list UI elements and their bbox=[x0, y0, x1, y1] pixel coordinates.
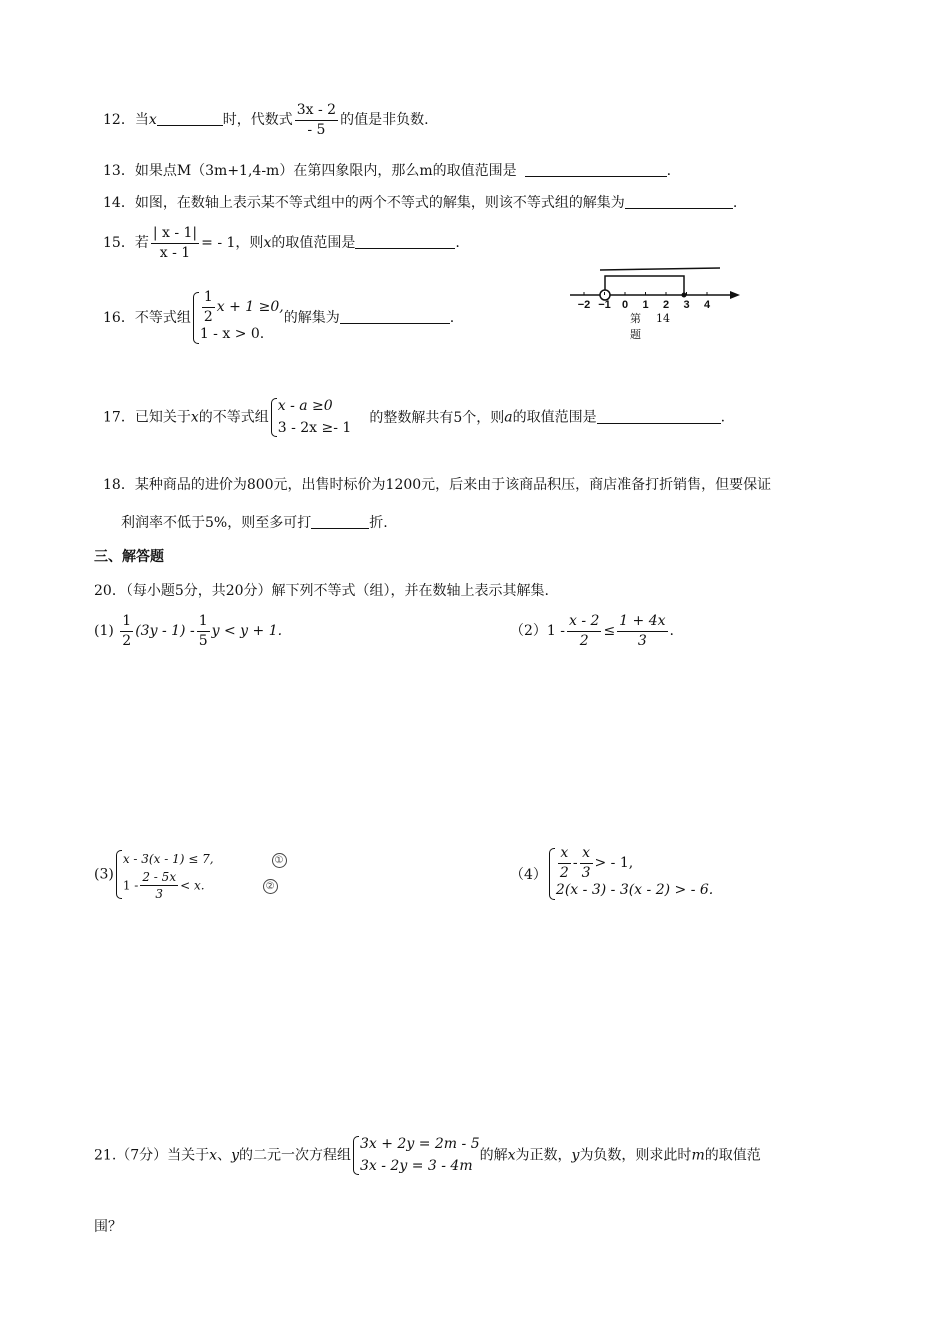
q15-mid: = - 1，则 bbox=[201, 235, 264, 252]
q20-p3-circle-1: ① bbox=[272, 853, 287, 868]
fig-tick-label: 3 bbox=[683, 299, 690, 311]
q21-v1: x bbox=[209, 1147, 218, 1164]
q20-p2-f1n: x - 2 bbox=[567, 614, 601, 632]
q21-v4: y bbox=[571, 1147, 580, 1164]
q18-line2-text: 利润率不低于5%，则至多可打 bbox=[121, 515, 312, 531]
q17-var2: a bbox=[504, 409, 513, 426]
q20-p4-f2n: x bbox=[580, 846, 593, 864]
q17-blank bbox=[597, 423, 721, 424]
q20-p3-l2d: 3 bbox=[155, 887, 164, 902]
q20-part-4 bbox=[510, 846, 713, 902]
q15-tail: . bbox=[455, 235, 460, 252]
q17-line2: 3 - 2x ≥- 1 bbox=[277, 419, 352, 436]
q14-text: 14．如图，在数轴上表示某不等式组中的两个不等式的解集，则该不等式组的解集为 bbox=[103, 195, 625, 211]
q15-prefix: 15．若 bbox=[103, 235, 149, 252]
number-line-figure bbox=[560, 258, 750, 348]
question-17 bbox=[103, 396, 725, 439]
q20-p4-f1n: x bbox=[558, 846, 571, 864]
fig-axis-arrow bbox=[730, 291, 740, 299]
q16-line2: 1 - x > 0. bbox=[199, 326, 265, 343]
q20-p4-mid: - bbox=[572, 855, 578, 872]
q20-p4-line1 bbox=[556, 846, 713, 880]
q20-p4-frac2 bbox=[580, 846, 593, 880]
fig-tick-label: 4 bbox=[703, 299, 711, 311]
q17-mid: 的不等式组 bbox=[198, 409, 269, 426]
q20-p1-f2d: 5 bbox=[198, 632, 208, 649]
q16-end: . bbox=[449, 310, 455, 327]
q20-p2-label: （2）1 - bbox=[510, 623, 565, 640]
q21-v5: m bbox=[691, 1147, 705, 1164]
q20-p3-line2 bbox=[123, 871, 287, 901]
q21-mid: 的二元一次方程组 bbox=[239, 1147, 351, 1164]
q20-p1-label: (1) bbox=[94, 623, 114, 640]
q20-p3-line1 bbox=[123, 848, 287, 871]
q21-tail3: 为负数，则求此时 bbox=[579, 1147, 692, 1164]
q12-tail: 的值是非负数. bbox=[340, 112, 429, 129]
q20-p2-f2d: 3 bbox=[637, 632, 647, 649]
fig-tick-label: 0 bbox=[621, 299, 629, 311]
fig-caption-2: 题 bbox=[630, 328, 641, 341]
fig-tick-label: 1 bbox=[642, 299, 649, 311]
q20-p3-frac bbox=[140, 871, 178, 901]
q20-p1-a: (3y - 1) - bbox=[135, 623, 195, 640]
q20-p4-f1d: 2 bbox=[559, 864, 569, 881]
q18-tail: 折. bbox=[369, 515, 388, 531]
q20-p3-l2b: < x. bbox=[180, 878, 205, 893]
q16-line1 bbox=[200, 290, 284, 324]
q15-frac-num: | x - 1| bbox=[151, 226, 199, 244]
q15-tail2: 的取值范围是 bbox=[271, 235, 356, 252]
q20-part-1 bbox=[94, 614, 282, 648]
q16-system bbox=[191, 290, 284, 346]
q20-p4-system bbox=[547, 846, 713, 902]
q21-line1: 3x + 2y = 2m - 5 bbox=[360, 1136, 480, 1152]
q21-v3: x bbox=[507, 1147, 516, 1164]
q20-p1-frac2 bbox=[197, 614, 210, 648]
q20-p3-circle-2: ② bbox=[263, 879, 278, 894]
q20-p2-b: . bbox=[669, 623, 674, 640]
fig-caption-num: 14 bbox=[656, 312, 670, 325]
q20-p2-frac2 bbox=[617, 614, 667, 648]
q20-p4-line2: 2(x - 3) - 3(x - 2) > - 6. bbox=[555, 882, 714, 899]
q20-p2-a: ≤ bbox=[603, 623, 616, 640]
question-21 bbox=[94, 1134, 761, 1177]
q20-part-3 bbox=[94, 848, 287, 901]
q20-p4-f2d: 3 bbox=[581, 864, 591, 881]
q14-tail: . bbox=[732, 195, 738, 211]
q12-var: x bbox=[148, 112, 157, 129]
q21-tail1: 的解 bbox=[479, 1147, 508, 1164]
q13-blank bbox=[525, 176, 667, 177]
q12-frac-num: 3x - 2 bbox=[295, 103, 338, 121]
q21-system bbox=[351, 1134, 480, 1177]
q16-tail: 的解集为 bbox=[283, 310, 340, 327]
q21-sep: 、 bbox=[217, 1147, 232, 1164]
fig-tick-label: −1 bbox=[598, 299, 611, 311]
q20-p1-frac1 bbox=[120, 614, 133, 648]
q17-system bbox=[269, 396, 352, 439]
q20-p3-l2n: 2 - 5x bbox=[140, 871, 178, 887]
q13-tail: . bbox=[666, 163, 672, 179]
question-21-continuation: 围？ bbox=[94, 1219, 122, 1235]
q20-p3-label: (3) bbox=[94, 866, 114, 883]
section-3-title: 三、解答题 bbox=[94, 549, 164, 565]
fig-tick-label: −2 bbox=[577, 299, 591, 311]
question-13 bbox=[103, 160, 671, 180]
fig-interval-bracket bbox=[605, 276, 684, 295]
question-15 bbox=[103, 226, 460, 260]
q12-fraction bbox=[295, 103, 338, 137]
fig-closed-dot bbox=[682, 293, 687, 298]
q20-p1-b: y < y + 1. bbox=[211, 623, 283, 640]
q20-p2-f2n: 1 + 4x bbox=[617, 614, 667, 632]
q15-var: x bbox=[263, 235, 272, 252]
q20-p2-frac1 bbox=[567, 614, 601, 648]
q14-blank bbox=[625, 208, 733, 209]
q17-tail2: 的取值范围是 bbox=[512, 409, 597, 426]
q21-line2: 3x - 2y = 3 - 4m bbox=[360, 1157, 473, 1174]
fig-caption-1: 第 bbox=[630, 312, 641, 325]
q12-blank bbox=[157, 125, 223, 126]
question-18-line2 bbox=[121, 512, 388, 532]
question-14 bbox=[103, 192, 737, 212]
q15-blank bbox=[355, 248, 455, 249]
q15-fraction bbox=[151, 226, 199, 260]
q20-p2-f1d: 2 bbox=[579, 632, 589, 649]
q17-tail: 的整数解共有5个，则 bbox=[369, 409, 505, 426]
q20-p4-label: （4） bbox=[510, 867, 547, 884]
q20-p1-f1d: 2 bbox=[122, 632, 132, 649]
q15-frac-den: x - 1 bbox=[159, 244, 191, 261]
q18-blank bbox=[311, 528, 369, 529]
q17-end: . bbox=[720, 409, 726, 426]
fig-tick-label: 2 bbox=[662, 299, 670, 311]
q20-p3-system bbox=[114, 848, 287, 901]
q16-half bbox=[202, 290, 215, 324]
q20-p3-l2a: 1 - bbox=[122, 878, 139, 893]
fig-upper-ray bbox=[600, 268, 720, 270]
q17-prefix: 17．已知关于 bbox=[103, 409, 191, 426]
q21-tail4: 的取值范 bbox=[704, 1147, 761, 1164]
q20-p1-f1n: 1 bbox=[120, 614, 133, 632]
q12-mid: 时，代数式 bbox=[222, 112, 293, 129]
q20-p4-frac1 bbox=[558, 846, 571, 880]
question-16 bbox=[103, 290, 454, 346]
question-12 bbox=[103, 103, 429, 137]
q12-frac-den: - 5 bbox=[307, 121, 326, 138]
q16-line1-rest: x + 1 ≥0, bbox=[216, 299, 284, 316]
q12-prefix: 12．当 bbox=[103, 112, 149, 129]
q21-prefix: 21.（7分）当关于 bbox=[94, 1147, 210, 1164]
q21-tail2: 为正数， bbox=[515, 1147, 572, 1164]
q17-line1: x - a ≥0 bbox=[277, 398, 333, 414]
q20-p1-f2n: 1 bbox=[197, 614, 210, 632]
q20-p3-line1-text: x - 3(x - 1) ≤ 7, bbox=[122, 852, 214, 866]
q16-prefix: 16．不等式组 bbox=[103, 310, 191, 327]
q16-frac-den: 2 bbox=[203, 308, 213, 325]
q20-part-2 bbox=[510, 614, 674, 648]
question-20-intro: 20．（每小题5分，共20分）解下列不等式（组），并在数轴上表示其解集. bbox=[94, 583, 549, 599]
q17-var: x bbox=[190, 409, 199, 426]
q20-p4-line1-rest: > - 1, bbox=[594, 855, 634, 872]
q21-v2: y bbox=[231, 1147, 239, 1164]
q16-frac-num: 1 bbox=[202, 290, 215, 308]
q13-text: 13．如果点M（3m+1,4-m）在第四象限内，那么m的取值范围是 bbox=[103, 163, 517, 179]
q16-blank bbox=[340, 323, 450, 324]
question-18-line1: 18．某种商品的进价为800元，出售时标价为1200元，后来由于该商品积压，商店准备打折销售，但要保证 bbox=[103, 477, 772, 493]
